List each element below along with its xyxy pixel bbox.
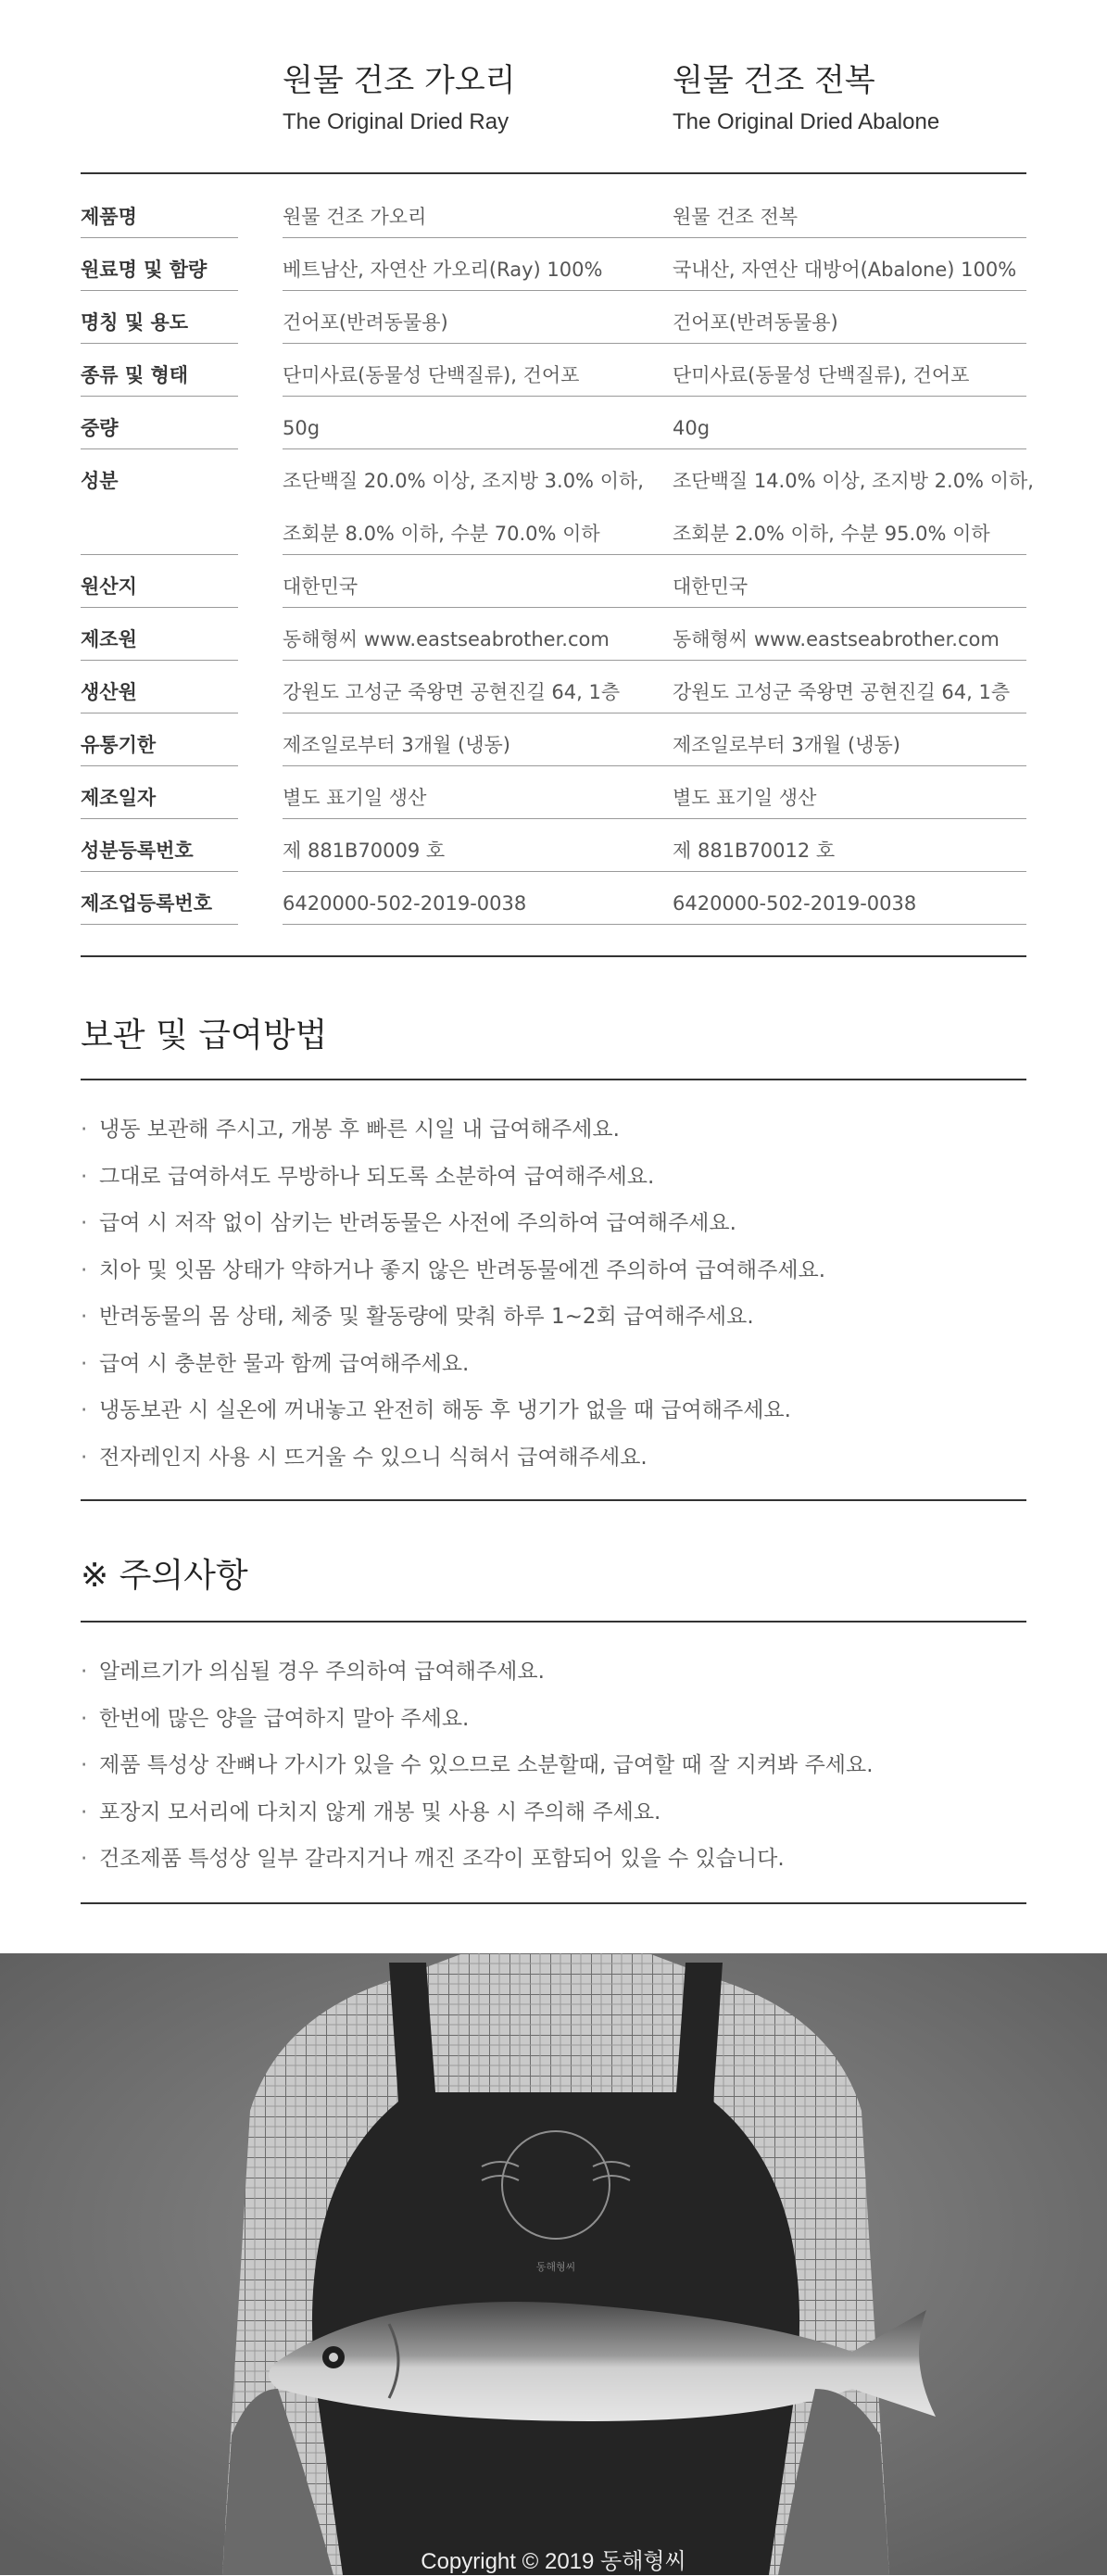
list-item-text: 알레르기가 의심될 경우 주의하여 급여해주세요. — [99, 1660, 545, 1684]
row-value-abalone: 건어포(반려동물용) — [673, 302, 1026, 344]
row-value-ray: 베트남산, 자연산 가오리(Ray) 100% — [283, 249, 716, 291]
bullet: · — [81, 1398, 88, 1422]
bullet: · — [81, 1660, 88, 1684]
table-row — [81, 883, 1026, 936]
list-item — [81, 1696, 1026, 1743]
list-item-text: 급여 시 충분한 물과 함께 급여해주세요. — [99, 1351, 470, 1376]
table-row — [81, 566, 1026, 619]
product-name-en: The Original Dried Ray — [283, 109, 509, 134]
list-item-text: 냉동 보관해 주시고, 개봉 후 빠른 시일 내 급여해주세요. — [99, 1118, 620, 1142]
apron-logo-text: 동해형씨 — [535, 2261, 576, 2273]
bullet: · — [81, 1164, 88, 1189]
row-label: 생산원 — [81, 672, 238, 713]
row-value-abalone: 40g — [673, 408, 1026, 449]
product-name-kr: 원물 건조 전복 — [673, 62, 875, 99]
bullet: · — [81, 1305, 88, 1329]
list-item — [81, 1341, 1026, 1388]
row-value-abalone — [673, 461, 1034, 555]
bullet: · — [81, 1706, 88, 1731]
table-row — [81, 302, 1026, 355]
bullet: · — [81, 1351, 88, 1376]
list-item — [81, 1434, 1026, 1482]
row-value-abalone: 원물 건조 전복 — [673, 196, 1026, 238]
list-item — [81, 1294, 1026, 1341]
row-label: 제조일자 — [81, 777, 238, 819]
list-item — [81, 1154, 1026, 1201]
row-value-ray: 강원도 고성군 죽왕면 공현진길 64, 1층 — [283, 672, 716, 713]
photo-fishmonger-with-fish — [0, 1953, 1107, 2575]
row-label: 성분등록번호 — [81, 830, 238, 872]
table-row — [81, 249, 1026, 302]
storage-title: 보관 및 급여방법 — [81, 1017, 328, 1054]
row-value-abalone: 6420000-502-2019-0038 — [673, 883, 1026, 925]
row-value-ray: 대한민국 — [283, 566, 716, 608]
caution-bottom-rule — [81, 1902, 1026, 1904]
row-label: 원료명 및 함량 — [81, 249, 238, 291]
list-item — [81, 1789, 1026, 1837]
row-value-ray: 건어포(반려동물용) — [283, 302, 716, 344]
row-value-ray: 6420000-502-2019-0038 — [283, 883, 716, 925]
list-item — [81, 1200, 1026, 1247]
row-label: 원산지 — [81, 566, 238, 608]
row-value-abalone: 대한민국 — [673, 566, 1026, 608]
bullet: · — [81, 1753, 88, 1777]
row-label: 명칭 및 용도 — [81, 302, 238, 344]
row-value-ray: 원물 건조 가오리 — [283, 196, 716, 238]
row-value-line: 조회분 2.0% 이하, 수분 95.0% 이하 — [673, 523, 990, 545]
row-value-ray: 동해형씨 www.eastseabrother.com — [283, 619, 716, 661]
table-row — [81, 196, 1026, 249]
row-label: 종류 및 형태 — [81, 355, 238, 397]
bullet: · — [81, 1257, 88, 1282]
bullet: · — [81, 1211, 88, 1235]
product-abalone-heading — [673, 57, 939, 141]
caution-top-rule — [81, 1621, 1026, 1623]
row-label: 성분 — [81, 461, 238, 501]
row-value-abalone: 별도 표기일 생산 — [673, 777, 1026, 819]
list-item-text: 제품 특성상 잔뼈나 가시가 있을 수 있으므로 소분할때, 급여할 때 잘 지켜봐 주세요. — [99, 1753, 874, 1777]
table-row — [81, 830, 1026, 883]
bullet: · — [81, 1445, 88, 1470]
list-item — [81, 1742, 1026, 1789]
row-value-ray: 별도 표기일 생산 — [283, 777, 716, 819]
table-row — [81, 777, 1026, 830]
storage-bottom-rule — [81, 1499, 1026, 1501]
spec-table — [81, 196, 1034, 936]
row-value-abalone: 국내산, 자연산 대방어(Abalone) 100% — [673, 249, 1026, 291]
row-value-abalone: 제조일로부터 3개월 (냉동) — [673, 725, 1026, 766]
product-ray-heading — [283, 57, 516, 141]
caution-title: ※ 주의사항 — [81, 1557, 248, 1595]
list-item — [81, 1106, 1026, 1154]
table-row — [81, 619, 1026, 672]
table-row — [81, 408, 1026, 461]
table-row — [81, 355, 1026, 408]
list-item — [81, 1247, 1026, 1294]
product-name-en: The Original Dried Abalone — [673, 109, 940, 134]
row-label: 제조원 — [81, 619, 238, 661]
caution-list — [81, 1648, 1026, 1883]
row-value-ray: 50g — [283, 408, 716, 449]
row-label: 제품명 — [81, 196, 238, 238]
list-item — [81, 1387, 1026, 1434]
list-item-text: 치아 및 잇몸 상태가 약하거나 좋지 않은 반려동물에겐 주의하여 급여해주세요. — [99, 1257, 826, 1282]
row-label: 제조업등록번호 — [81, 883, 238, 925]
copyright-text: Copyright © 2019 동해형씨 — [421, 2549, 686, 2574]
list-item — [81, 1648, 1026, 1696]
table-row — [81, 461, 1034, 566]
list-item-text: 건조제품 특성상 일부 갈라지거나 깨진 조각이 포함되어 있을 수 있습니다. — [99, 1847, 785, 1871]
row-value-ray — [283, 461, 716, 555]
list-item-text: 포장지 모서리에 다치지 않게 개봉 및 사용 시 주의해 주세요. — [99, 1799, 661, 1825]
product-header — [81, 57, 1026, 174]
list-item-text: 급여 시 저작 없이 삼키는 반려동물은 사전에 주의하여 급여해주세요. — [99, 1211, 736, 1235]
row-label: 중량 — [81, 408, 238, 449]
row-value-abalone: 강원도 고성군 죽왕면 공현진길 64, 1층 — [673, 672, 1026, 713]
row-value-line: 조단백질 20.0% 이상, 조지방 3.0% 이하, — [283, 470, 644, 492]
row-value-abalone: 동해형씨 www.eastseabrother.com — [673, 619, 1026, 661]
table-row — [81, 672, 1026, 725]
storage-list — [81, 1106, 1026, 1481]
list-item-text: 한번에 많은 양을 급여하지 말아 주세요. — [99, 1706, 470, 1731]
row-value-line: 조회분 8.0% 이하, 수분 70.0% 이하 — [283, 523, 600, 545]
list-item-text: 그대로 급여하셔도 무방하나 되도록 소분하여 급여해주세요. — [99, 1164, 655, 1189]
table-bottom-rule — [81, 955, 1026, 957]
row-value-abalone: 단미사료(동물성 단백질류), 건어포 — [673, 355, 1026, 397]
bullet: · — [81, 1847, 88, 1871]
bullet: · — [81, 1799, 88, 1825]
list-item — [81, 1836, 1026, 1883]
product-name-kr: 원물 건조 가오리 — [283, 62, 516, 99]
list-item-text: 냉동보관 시 실온에 꺼내놓고 완전히 해동 후 냉기가 없을 때 급여해주세요. — [99, 1398, 791, 1422]
row-value-ray: 단미사료(동물성 단백질류), 건어포 — [283, 355, 716, 397]
table-row — [81, 725, 1026, 777]
row-label: 유통기한 — [81, 725, 238, 766]
bullet: · — [81, 1118, 88, 1142]
row-value-abalone: 제 881B70012 호 — [673, 830, 1026, 872]
list-item-text: 전자레인지 사용 시 뜨거울 수 있으니 식혀서 급여해주세요. — [99, 1445, 648, 1470]
list-item-text: 반려동물의 몸 상태, 체중 및 활동량에 맞춰 하루 1~2회 급여해주세요. — [99, 1305, 754, 1329]
row-value-line: 조단백질 14.0% 이상, 조지방 2.0% 이하, — [673, 470, 1034, 492]
row-value-ray: 제 881B70009 호 — [283, 830, 716, 872]
row-value-ray: 제조일로부터 3개월 (냉동) — [283, 725, 716, 766]
storage-top-rule — [81, 1079, 1026, 1080]
